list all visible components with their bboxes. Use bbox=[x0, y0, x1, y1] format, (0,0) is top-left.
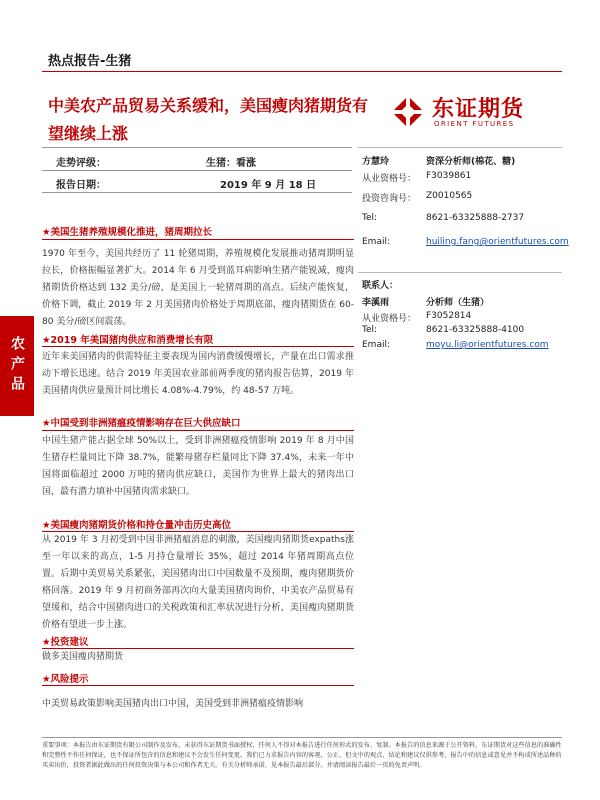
section-heading: ★美国生猪养殖规模化推进，猪周期拉长 bbox=[42, 227, 213, 238]
analyst-header bbox=[362, 154, 562, 168]
report-category: 热点报告-生猪 bbox=[48, 54, 132, 69]
section-body: 1970 年至今，美国共经历了 11 轮猪周期，养殖规模化发展推动猪周期明显拉长，价格振幅显著扩大。2014 年 6 月受到蓝耳病影响生猪产能锐减，瘦肉猪期货价格达到 132 美分/磅，是美国上一轮猪周期的高点。后续产能恢复，价格下调，截止 2019 年 2 月美国猪肉价格处于周期底部，瘦肉猪期货在 60-80 美分/磅区间震荡。 bbox=[42, 249, 354, 327]
logo-text-cn: 东证期货 bbox=[432, 97, 525, 122]
trend-label: 走势评级： bbox=[56, 158, 106, 169]
analyst-row bbox=[362, 171, 562, 185]
contact-row-key: Tel: bbox=[362, 325, 378, 335]
section-divider bbox=[42, 430, 354, 431]
contact-row-value: F3052814 bbox=[426, 311, 472, 321]
logo-text-en: ORIENT FUTURES bbox=[434, 120, 515, 128]
meta-divider-bottom bbox=[42, 192, 352, 193]
analyst-email-link[interactable]: huiling.fang@orientfutures.com bbox=[426, 237, 569, 247]
analyst-row-key: Email: bbox=[362, 237, 391, 247]
section-body: 中国生猪产能占据全球 50%以上，受到非洲猪瘟疫情影响 2019 年 8 月中国生猪存栏量同比下降 38.7%，能繁母猪存栏量同比下降 37.4%，未来一年中国将面临超过 2000 万吨的猪肉供应缺口，美国作为世界上最大的猪肉出口国，最有潜力填补中国猪肉需求缺口。 bbox=[42, 436, 354, 497]
contact-email-link[interactable]: moyu.li@orientfutures.com bbox=[426, 340, 549, 350]
trend-value: 生猪：看涨 bbox=[206, 158, 256, 169]
analyst-row-key: 从业资格号： bbox=[362, 174, 417, 184]
analyst-row-key: Tel: bbox=[362, 213, 378, 223]
analyst-name: 方慧玲 bbox=[362, 157, 390, 167]
section-heading: ★美国瘦肉猪期货价格和持仓量冲击历史高位 bbox=[42, 520, 232, 531]
contact-row bbox=[362, 311, 562, 325]
section-divider bbox=[42, 685, 354, 686]
section-body: 近年来美国猪肉的供需特征主要表现为国内消费缓慢增长，产量在出口需求推动下增长迅速。结合 2019 年美国农业部前两季度的猪肉报告估算，2019 年美国猪肉供应量预计同比增长 4.08%-4.79%，约 48-57 万吨。 bbox=[42, 352, 354, 396]
contact-header bbox=[362, 295, 562, 309]
section-heading: ★中国受到非洲猪瘟疫情影响存在巨大供应缺口 bbox=[42, 418, 241, 429]
meta-divider-mid bbox=[42, 170, 352, 171]
disclaimer-text: 重要事项：本报告由东证期货有限公司制作及发布，未获得东证期货书面授权，任何人不得对本报告进行任何形式的发布、复制。本报告的信息来源于公开资料，东证期货对这些信息的准确性和完整性不作任何保证，也不保证所包含的信息和建议不会发生任何变更。我们已力求报告内容的客观、公正，但文中的观点、结论和建议仅供参考，报告中的信息或意见并不构成所述品种的买卖出价，投资者据此做出的任何投资决策与本公司和作者无关。有关分析师承诺，见本报告最后部分。并请阅读报告最后一页的免责声明。 bbox=[42, 742, 562, 769]
contact-divider-top bbox=[358, 272, 562, 273]
analyst-row-value: 8621-63325888-2737 bbox=[426, 213, 525, 223]
disclaimer-divider bbox=[42, 737, 562, 738]
analyst-row bbox=[362, 213, 562, 227]
contact-row-value: 8621-63325888-4100 bbox=[426, 325, 525, 335]
analyst-row-value: F3039861 bbox=[426, 171, 472, 181]
date-label: 报告日期： bbox=[56, 180, 106, 191]
section-heading: ★风险提示 bbox=[42, 674, 89, 685]
company-logo bbox=[390, 90, 540, 134]
contact-row bbox=[362, 325, 562, 339]
analyst-row-value: Z0010565 bbox=[426, 191, 473, 201]
category-side-tab: 农产品 bbox=[0, 316, 34, 416]
section-body: 从 2019 年 3 月初受到中国非洲猪瘟消息的刺激，美国瘦肉猪期货expaths涨至一年以来的高点，1-5 月持仓量增长 35%，超过 2014 年猪周期高点位置。后期中美贸易关系紧张，美国猪肉出口中国数量不及预期，瘦肉猪期货价格回落。2019 年 9 月初商务部再次向大量美国猪肉询价，中美农产品贸易有望缓和，结合中国猪肉进口的关税政策和汇率状况进行分析，美国瘦肉猪期货价格有望进一步上涨。 bbox=[42, 535, 354, 630]
analyst-divider-top bbox=[358, 147, 562, 148]
logo-mark-icon bbox=[390, 94, 426, 130]
analyst-row bbox=[362, 237, 569, 251]
header-divider bbox=[42, 71, 562, 72]
analyst-role: 资深分析师(棉花、糖) bbox=[426, 157, 516, 167]
contact-role: 分析师（生猪） bbox=[426, 298, 490, 308]
contact-title: 联系人： bbox=[362, 281, 399, 291]
analyst-row-key: 投资咨询号： bbox=[362, 194, 417, 204]
section-divider bbox=[42, 239, 354, 240]
report-title: 中美农产品贸易关系缓和，美国瘦肉猪期货有望继续上涨 bbox=[48, 96, 369, 143]
contact-name: 李溪雨 bbox=[362, 298, 390, 308]
meta-divider-top bbox=[42, 147, 352, 148]
analyst-row bbox=[362, 191, 562, 205]
section-heading: ★投资建议 bbox=[42, 637, 89, 648]
section-heading: ★2019 年美国猪肉供应和消费增长有限 bbox=[42, 335, 214, 346]
contact-row-key: 从业资格号： bbox=[362, 314, 417, 324]
section-body: 中美贸易政策影响美国猪肉出口中国，美国受到非洲猪瘟疫情影响 bbox=[42, 699, 304, 709]
section-body: 做多美国瘦肉猪期货 bbox=[42, 652, 124, 662]
date-value: 2019 年 9 月 18 日 bbox=[220, 180, 317, 191]
contact-row bbox=[362, 340, 562, 354]
section-divider bbox=[42, 346, 354, 347]
contact-row-key: Email: bbox=[362, 340, 391, 350]
